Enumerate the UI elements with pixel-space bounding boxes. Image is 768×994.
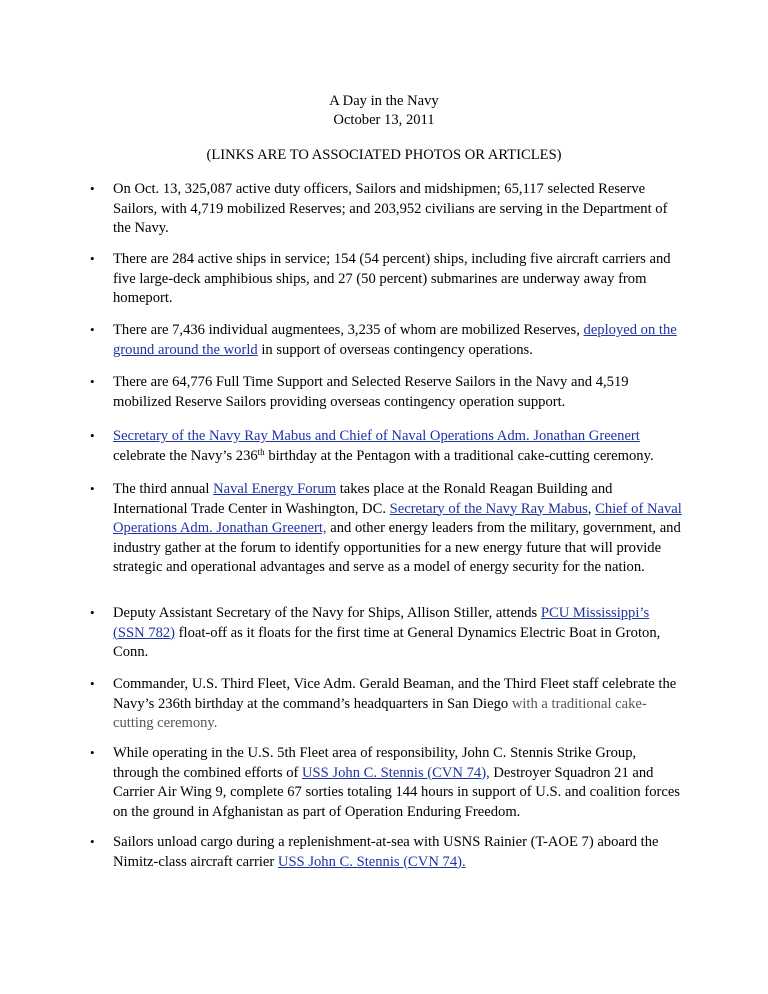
bullet-icon: • <box>90 745 95 760</box>
list-item: The third annual Naval Energy Forum takes place at the Ronald Reagan Building and International Trade Center in Washington, DC. Secretary of the Navy Ray Mabus, Chief of Naval Operations Adm. Jonathan Greenert, and other energy leaders from the military, government, and industry gather at the forum to identify opportunities for a new energy future that will provide strategic and operational advantages and serve as a model of energy security for the nation. <box>113 481 682 575</box>
list-item: There are 7,436 individual augmentees, 3,235 of whom are mobilized Reserves, deployed on the ground around the world in support of overseas contingency operations. <box>113 322 677 358</box>
uss-john-c-stennis-link-2[interactable]: USS John C. Stennis (CVN 74). <box>277 853 466 870</box>
list-item: Commander, U.S. Third Fleet, Vice Adm. Gerald Beaman, and the Third Fleet staff celebrate the Navy’s 236th birthday at the command’s headquarters in San Diego with a traditional cake-cutting ceremony. <box>113 676 677 731</box>
list-item: Deputy Assistant Secretary of the Navy for Ships, Allison Stiller, attends PCU Mississippi’s (SSN 782) float-off as it floats for the first time at General Dynamics Electric Boat in Groton, Conn. <box>113 605 661 660</box>
document-date: October 13, 2011 <box>333 112 435 128</box>
bullet-icon: • <box>90 834 95 849</box>
list-item: There are 64,776 Full Time Support and Selected Reserve Sailors in the Navy and 4,519 mobilized Reserve Sailors providing overseas contingency operation support. <box>113 374 629 410</box>
naval-energy-forum-link[interactable]: Naval Energy Forum <box>213 481 337 497</box>
list-item: Sailors unload cargo during a replenishment-at-sea with USNS Rainier (T-AOE 7) aboard the Nimitz-class aircraft carrier USS John C. Stennis (CVN 74). <box>113 834 659 870</box>
list-item: While operating in the U.S. 5th Fleet area of responsibility, John C. Stennis Strike Group, through the combined efforts of USS John C. Stennis (CVN 74), Destroyer Squadron 21 and Carrier Air Wing 9, complete 67 sorties totaling 144 hours in support of U.S. and coalition forces on the ground in Afghanistan as part of Operation Enduring Freedom. <box>113 745 680 820</box>
list-item: On Oct. 13, 325,087 active duty officers, Sailors and midshipmen; 65,117 selected Reserve Sailors, with 4,719 mobilized Reserves; and 203,952 civilians are serving in the Department of the Navy. <box>113 181 668 236</box>
bullet-icon: • <box>90 374 95 389</box>
bullet-icon: • <box>90 322 95 337</box>
bullet-icon: • <box>90 676 95 691</box>
links-note: (LINKS ARE TO ASSOCIATED PHOTOS OR ARTICLES) <box>206 147 562 163</box>
pcu-mississippi-link[interactable]: PCU Mississippi’s (SSN 782) <box>113 605 650 641</box>
bullet-icon: • <box>90 251 95 266</box>
list-item: Secretary of the Navy Ray Mabus and Chief of Naval Operations Adm. Jonathan Greenert celebrate the Navy’s 236th birthday at the Pentagon with a traditional cake-cutting ceremony. <box>113 428 654 464</box>
bullet-icon: • <box>90 481 95 496</box>
bullet-icon: • <box>90 428 95 443</box>
document-title: A Day in the Navy <box>329 93 439 109</box>
deployed-on-ground-link[interactable]: deployed on the ground around the world <box>113 322 677 358</box>
secnav-cno-link[interactable]: Secretary of the Navy Ray Mabus and Chief of Naval Operations Adm. Jonathan Greenert <box>113 428 640 444</box>
secnav-link[interactable]: Secretary of the Navy Ray Mabus <box>389 500 588 517</box>
bullet-icon: • <box>90 181 95 196</box>
cno-link[interactable]: Chief of Naval Operations Adm. Jonathan Greenert, <box>113 500 682 536</box>
uss-john-c-stennis-link[interactable]: USS John C. Stennis (CVN 74), <box>302 764 490 781</box>
list-item: There are 284 active ships in service; 154 (54 percent) ships, including five aircraft carriers and five large-deck amphibious ships, and 27 (50 percent) submarines are underway away from homeport. <box>113 251 671 306</box>
bullet-icon: • <box>90 605 95 620</box>
